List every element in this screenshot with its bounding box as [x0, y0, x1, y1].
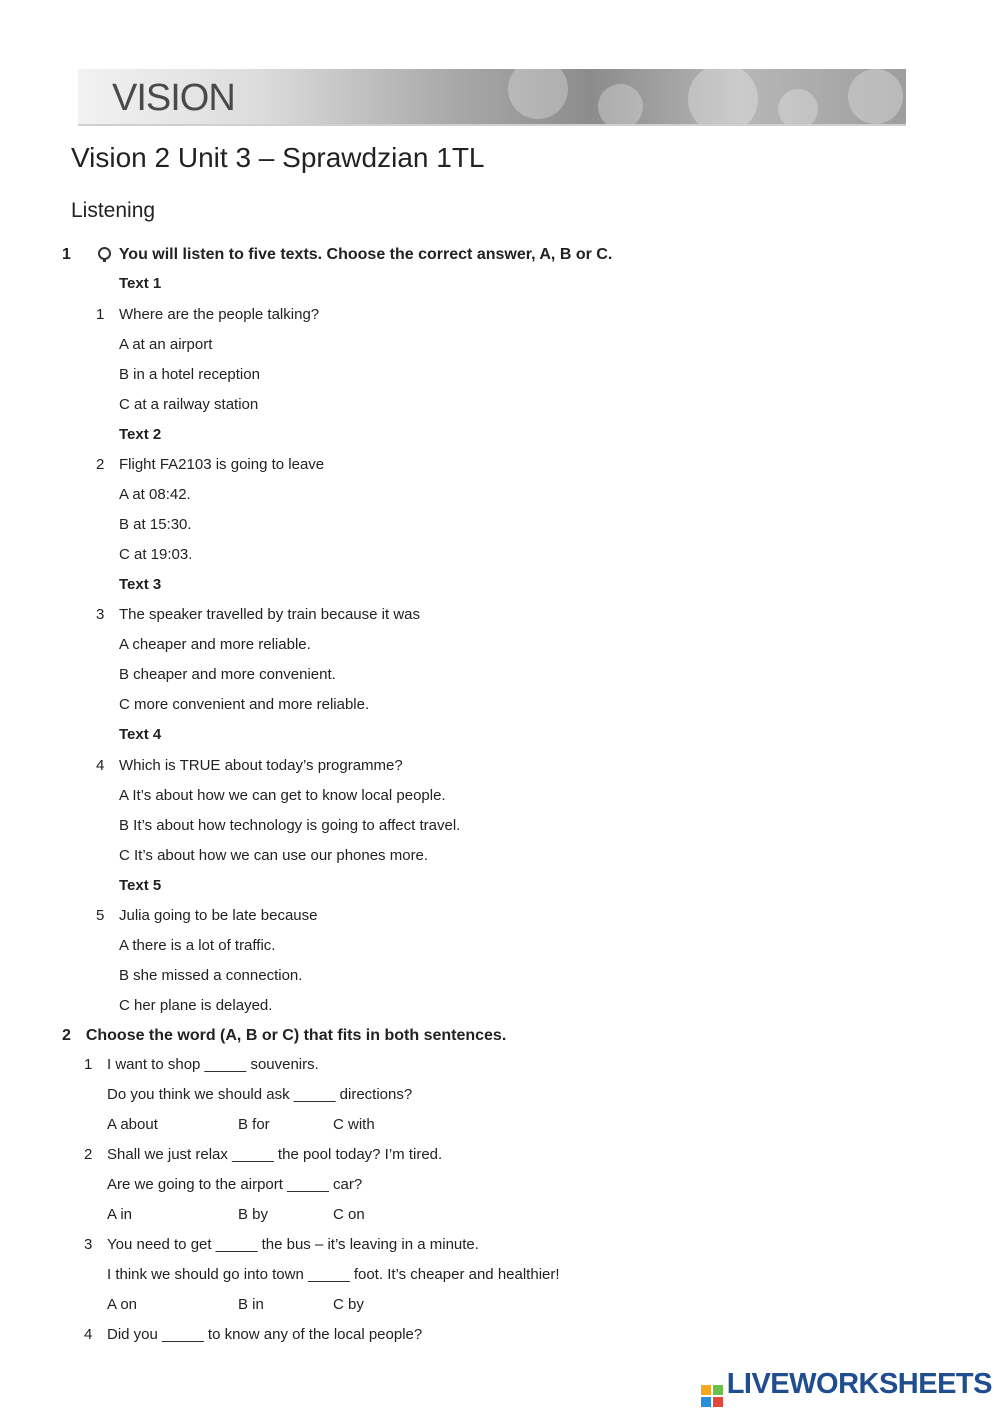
- sentence: Are we going to the airport _____ car?: [107, 1176, 363, 1193]
- text-heading: Text 5: [119, 877, 162, 894]
- liveworksheets-logo: LIVEWORKSHEETS: [701, 1368, 992, 1407]
- answer-option[interactable]: A about: [107, 1116, 158, 1133]
- answer-option[interactable]: A there is a lot of traffic.: [119, 937, 276, 954]
- answer-option[interactable]: A at 08:42.: [119, 486, 191, 503]
- question-number: 1: [96, 306, 105, 323]
- text-heading: Text 2: [119, 426, 162, 443]
- text-heading: Text 1: [119, 275, 162, 292]
- answer-option[interactable]: B at 15:30.: [119, 516, 192, 533]
- sentence: I want to shop _____ souvenirs.: [107, 1056, 319, 1073]
- audio-icon: [98, 247, 111, 260]
- text-heading: Text 3: [119, 576, 162, 593]
- question-number: 4: [96, 757, 105, 774]
- question-text: Julia going to be late because: [119, 907, 318, 924]
- answer-option[interactable]: A at an airport: [119, 336, 213, 353]
- header-banner: [78, 69, 906, 126]
- sentence: I think we should go into town _____ foot. It’s cheaper and healthier!: [107, 1266, 560, 1283]
- vision-logo: VISION: [112, 77, 235, 119]
- answer-option[interactable]: B for: [238, 1116, 270, 1133]
- answer-option[interactable]: A cheaper and more reliable.: [119, 636, 311, 653]
- answer-option[interactable]: C by: [333, 1296, 364, 1313]
- exercise-1-instruction: 1 You will listen to five texts. Choose the correct answer, A, B or C.: [62, 246, 613, 263]
- answer-option[interactable]: A in: [107, 1206, 133, 1223]
- question-text: The speaker travelled by train because it was: [119, 606, 420, 623]
- sentence: You need to get _____ the bus – it’s leaving in a minute.: [107, 1236, 479, 1253]
- sentence: Shall we just relax _____ the pool today? I’m tired.: [107, 1146, 443, 1163]
- sentence: Do you think we should ask _____ directions?: [107, 1086, 413, 1103]
- answer-option[interactable]: C at 19:03.: [119, 546, 193, 563]
- answer-option[interactable]: A It’s about how we can get to know local people.: [119, 787, 446, 804]
- answer-option[interactable]: C It’s about how we can use our phones more.: [119, 847, 429, 864]
- answer-option[interactable]: A on: [107, 1296, 138, 1313]
- item-number: 2: [84, 1146, 93, 1163]
- answer-option[interactable]: B in: [238, 1296, 264, 1313]
- page-title: Vision 2 Unit 3 – Sprawdzian 1TL: [71, 142, 485, 173]
- item-number: 1: [84, 1056, 93, 1073]
- text-heading: Text 4: [119, 726, 162, 743]
- sentence: Did you _____ to know any of the local people?: [107, 1326, 423, 1343]
- item-number: 4: [84, 1326, 93, 1343]
- answer-option[interactable]: B by: [238, 1206, 269, 1223]
- exercise-2-instruction: 2 Choose the word (A, B or C) that fits in both sentences.: [62, 1027, 507, 1044]
- question-text: Which is TRUE about today’s programme?: [119, 757, 403, 774]
- item-number: 3: [84, 1236, 93, 1253]
- section-heading: Listening: [71, 199, 156, 222]
- question-text: Flight FA2103 is going to leave: [119, 456, 325, 473]
- answer-option[interactable]: B she missed a connection.: [119, 967, 303, 984]
- answer-option[interactable]: C her plane is delayed.: [119, 997, 273, 1014]
- question-number: 5: [96, 907, 105, 924]
- question-number: 2: [96, 456, 105, 473]
- question-text: Where are the people talking?: [119, 306, 320, 323]
- answer-option[interactable]: C at a railway station: [119, 396, 259, 413]
- answer-option[interactable]: B It’s about how technology is going to affect travel.: [119, 817, 461, 834]
- answer-option[interactable]: B in a hotel reception: [119, 366, 260, 383]
- answer-option[interactable]: C with: [333, 1116, 375, 1133]
- question-number: 3: [96, 606, 105, 623]
- answer-option[interactable]: B cheaper and more convenient.: [119, 666, 336, 683]
- exercise-number: 1: [62, 246, 71, 263]
- exercise-number: 2: [62, 1027, 71, 1044]
- liveworksheets-icon: [701, 1385, 723, 1407]
- answer-option[interactable]: C more convenient and more reliable.: [119, 696, 370, 713]
- answer-option[interactable]: C on: [333, 1206, 365, 1223]
